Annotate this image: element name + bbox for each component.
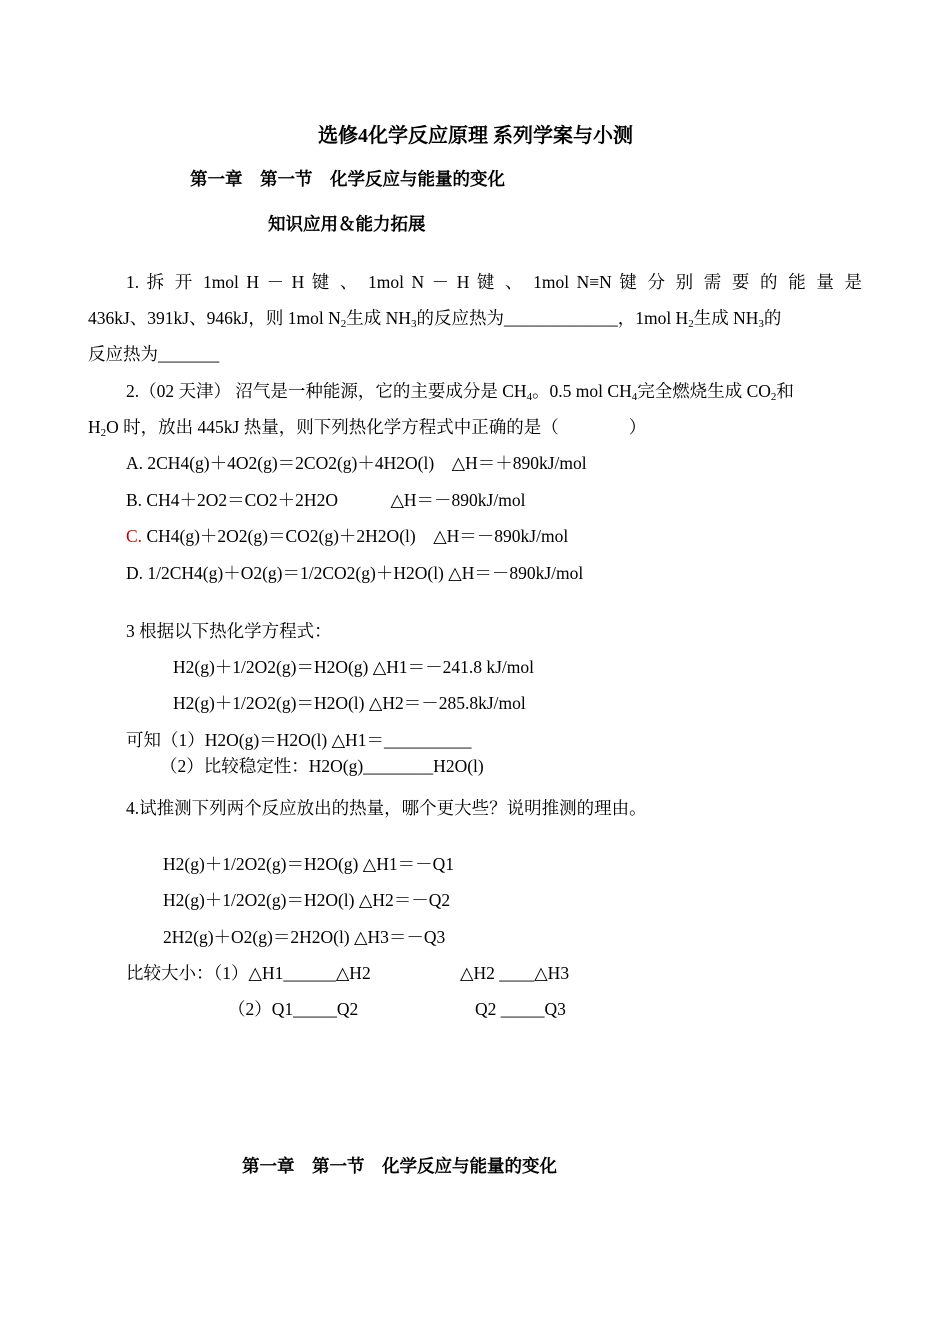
q1-line1: 1. 拆 开 1mol H － H 键 、 1mol N － H 键 、 1mol N≡N 键 分 别 需 要 的 能 量 是 [126,272,862,292]
section-heading: 知识应用＆能力拓展 [268,214,426,234]
q3-equation-1: H2(g)＋1/2O2(g)＝H2O(g) △H1＝－241.8 kJ/mol [173,657,534,677]
q2-option-c: C. CH4(g)＋2O2(g)＝CO2(g)＋2H2O(l) △H＝－890kJ/mol [126,526,569,546]
q4-compare-1-right: △H2 ____△H3 [460,963,570,983]
q2-option-a: A. 2CH4(g)＋4O2(g)＝2CO2(g)＋4H2O(l) △H＝＋890kJ/mol [126,453,587,473]
q4-equation-1: H2(g)＋1/2O2(g)＝H2O(g) △H1＝－Q1 [163,854,454,874]
q3-intro: 3 根据以下热化学方程式： [126,621,332,641]
footer-chapter-heading: 第一章 第一节 化学反应与能量的变化 [242,1156,557,1176]
q4-compare-2-right: Q2 _____Q3 [475,999,566,1019]
q1-line3: 反应热为_______ [88,344,220,364]
q3-ask-2: （2）比较稳定性：H2O(g)________H2O(l) [160,756,484,776]
document-title: 选修4化学反应原理 系列学案与小测 [318,125,633,147]
chapter-heading: 第一章 第一节 化学反应与能量的变化 [190,169,505,189]
q3-ask-1: 可知（1）H2O(g)＝H2O(l) △H1＝__________ [126,730,472,750]
q2-option-b: B. CH4＋2O2＝CO2＋2H2O △H＝－890kJ/mol [126,490,526,510]
q2-option-d: D. 1/2CH4(g)＋O2(g)＝1/2CO2(g)＋H2O(l) △H＝－890kJ/mol [126,563,584,583]
q2-line1: 2.（02 天津） 沼气是一种能源，它的主要成分是 $CH_4$。0.5 mol $CH_4$完全燃烧生成 $CO_2$和 [126,381,794,403]
q1-line2: 436kJ、391kJ、946kJ，则 1mol $N_2$生成 $NH_3$的反应热为_____________，1mol $H_2$生成 $NH_3$的 [88,308,782,330]
q2-line2: $H_2O$ 时，放出 445kJ 热量，则下列热化学方程式中正确的是（ ） [88,417,647,439]
q4-compare-2: （2）Q1_____Q2 [228,999,359,1019]
q4-intro: 4.试推测下列两个反应放出的热量，哪个更大些？说明推测的理由。 [126,798,647,818]
q4-equation-2: H2(g)＋1/2O2(g)＝H2O(l) △H2＝－Q2 [163,890,451,910]
q3-equation-2: H2(g)＋1/2O2(g)＝H2O(l) △H2＝－285.8kJ/mol [173,693,526,713]
q4-equation-3: 2H2(g)＋O2(g)＝2H2O(l) △H3＝－Q3 [163,927,446,947]
q2-option-c-letter: C. [126,526,143,546]
q4-compare-1: 比较大小：（1）△H1______△H2 [126,963,371,983]
